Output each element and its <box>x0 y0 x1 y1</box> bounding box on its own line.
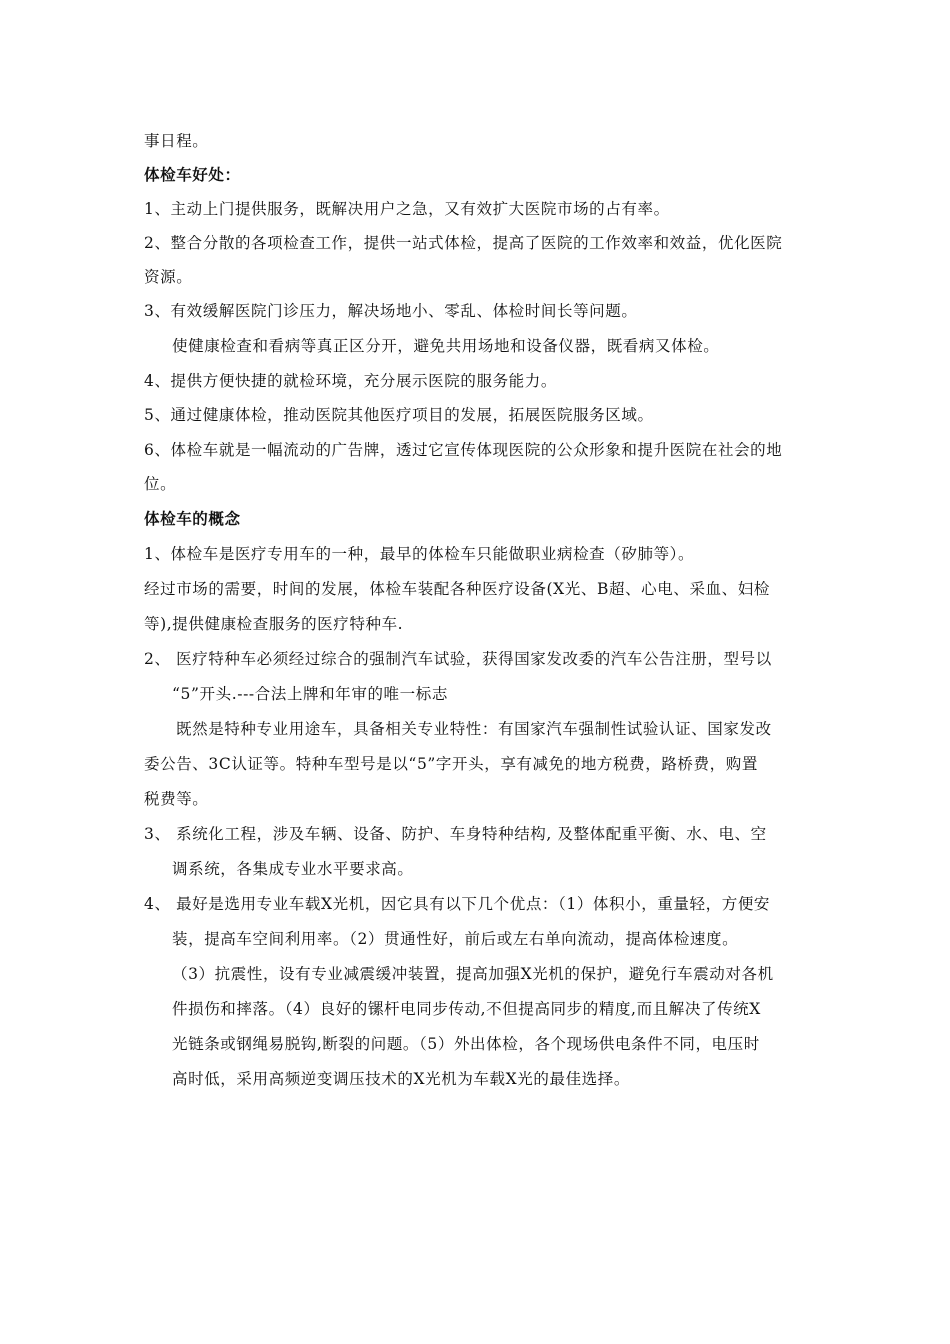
list-item-benefit-1: 1、主动上门提供服务，既解决用户之急，又有效扩大医院市场的占有率。 <box>144 200 670 218</box>
list-item-concept-4-cont: （3）抗震性，设有专业减震缓冲装置，提高加强X光机的保护，避免行车震动对各机 <box>172 965 774 983</box>
list-item-benefit-5: 5、通过健康体检，推动医院其他医疗项目的发展，拓展医院服务区域。 <box>144 406 654 424</box>
list-item-concept-4-cont: 光链条或钢绳易脱钩,断裂的问题。（5）外出体检，各个现场供电条件不同，电压时 <box>172 1035 760 1053</box>
list-item-benefit-3: 3、有效缓解医院门诊压力，解决场地小、零乱、体检时间长等问题。 <box>144 302 638 320</box>
list-item-concept-2: 2、 医疗特种车必须经过综合的强制汽车试验，获得国家发改委的汽车公告注册，型号以 <box>144 650 772 668</box>
list-item-concept-1: 1、体检车是医疗专用车的一种，最早的体检车只能做职业病检查（矽肺等）。 <box>144 545 695 563</box>
paragraph-line: 委公告、3C认证等。特种车型号是以“5”字开头，享有减免的地方税费，路桥费，购置 <box>144 755 758 773</box>
list-item-concept-4: 4、 最好是选用专业车载X光机，因它具有以下几个优点：（1）体积小，重量轻，方便安 <box>144 895 771 913</box>
list-item-benefit-3-cont: 使健康检查和看病等真正区分开，避免共用场地和设备仪器，既看病又体检。 <box>172 337 720 355</box>
section-heading-benefits: 体检车好处： <box>144 166 241 184</box>
section-heading-concept: 体检车的概念 <box>144 510 241 528</box>
list-item-benefit-2-cont: 资源。 <box>144 268 193 286</box>
paragraph-line: 事日程。 <box>144 132 209 150</box>
paragraph-line: 等),提供健康检查服务的医疗特种车. <box>144 615 404 633</box>
list-item-concept-3: 3、 系统化工程，涉及车辆、设备、防护、车身特种结构, 及整体配重平衡、水、电、空 <box>144 825 767 843</box>
list-item-concept-3-cont: 调系统，各集成专业水平要求高。 <box>172 860 414 878</box>
list-item-concept-4-cont: 装，提高车空间利用率。（2）贯通性好，前后或左右单向流动，提高体检速度。 <box>172 930 739 948</box>
list-item-benefit-4: 4、提供方便快捷的就检环境，充分展示医院的服务能力。 <box>144 372 557 390</box>
list-item-benefit-6-cont: 位。 <box>144 475 177 493</box>
paragraph-line: 税费等。 <box>144 790 209 808</box>
list-item-concept-4-cont: 件损伤和摔落。（4）良好的镙杆电同步传动,不但提高同步的精度,而且解决了传统X <box>172 1000 761 1018</box>
list-item-benefit-2: 2、整合分散的各项检查工作，提供一站式体检，提高了医院的工作效率和效益，优化医院 <box>144 234 783 252</box>
paragraph-line: 经过市场的需要，时间的发展，体检车装配各种医疗设备(X光、B超、心电、采血、妇检 <box>144 580 770 598</box>
paragraph-line: 既然是特种专业用途车，具备相关专业特性：有国家汽车强制性试验认证、国家发改 <box>176 720 772 738</box>
list-item-concept-2-cont: “5”开头.---合法上牌和年审的唯一标志 <box>172 685 448 703</box>
list-item-concept-4-cont: 高时低，采用高频逆变调压技术的X光机为车载X光的最佳选择。 <box>172 1070 630 1088</box>
list-item-benefit-6: 6、体检车就是一幅流动的广告牌，透过它宣传体现医院的公众形象和提升医院在社会的地 <box>144 441 783 459</box>
